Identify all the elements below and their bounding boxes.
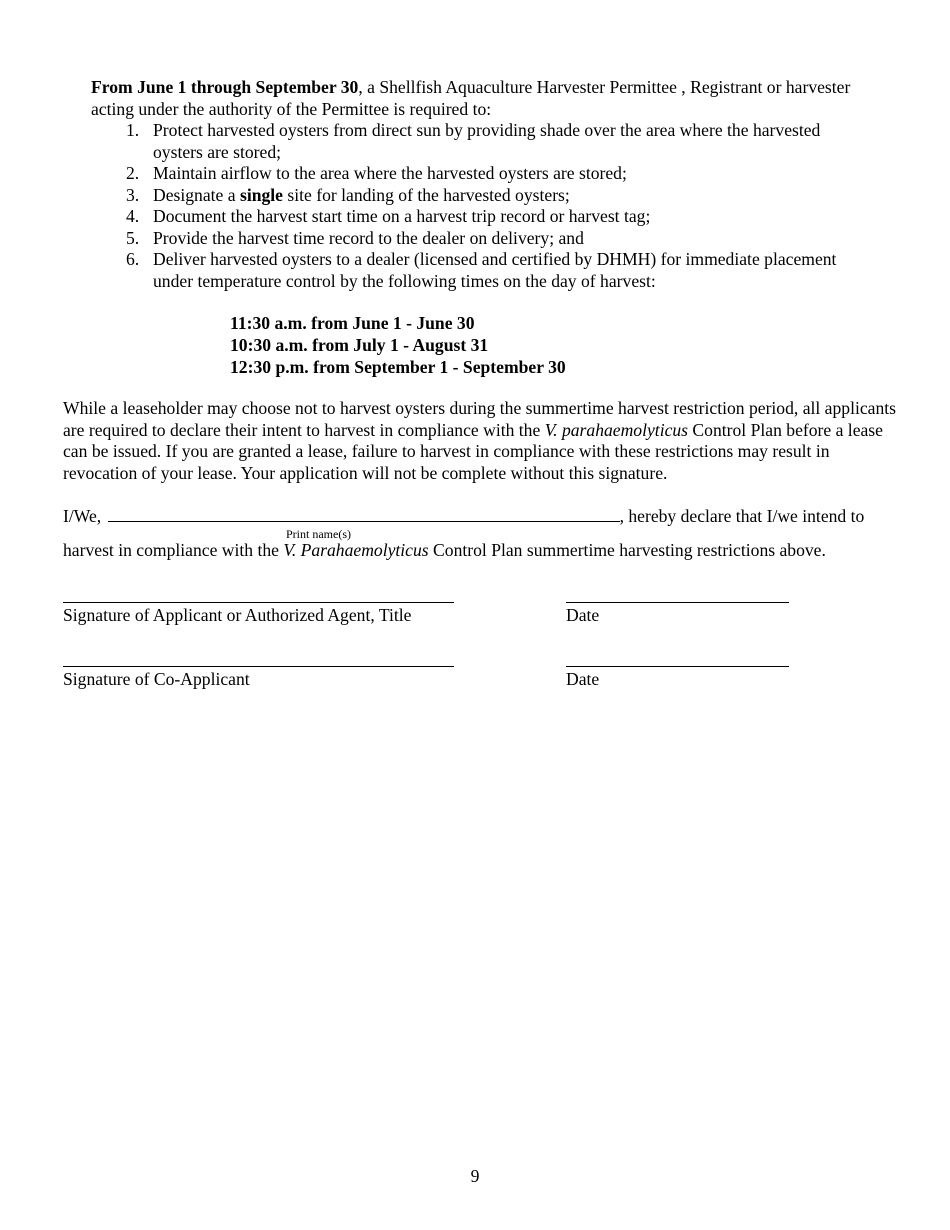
list-item — [91, 163, 851, 185]
list-item — [91, 185, 851, 207]
iwe-prefix: I/We, — [63, 506, 102, 526]
co-applicant-date-line[interactable] — [566, 666, 789, 667]
co-applicant-signature-line[interactable] — [63, 666, 454, 667]
intro-bold-lead: From June 1 through September 30 — [91, 77, 359, 97]
list-item-text: Deliver harvested oysters to a dealer (licensed and certified by DHMH) for immediate placement under temperature control by the following times on the day of harvest: — [153, 249, 837, 291]
print-name-label: Print name(s) — [286, 527, 351, 541]
intro-paragraph — [91, 77, 851, 120]
delivery-time-june: 11:30 a.m. from June 1 - June 30 — [230, 313, 475, 333]
page-number: 9 — [470, 1166, 480, 1186]
list-item — [91, 228, 851, 250]
co-applicant-signature-label: Signature of Co-Applicant — [63, 669, 250, 689]
list-item-text-bold: single — [239, 184, 283, 205]
list-item-text-post: site for landing of the harvested oysters; — [282, 184, 570, 205]
delivery-time-september: 12:30 p.m. from September 1 - September 30 — [230, 357, 566, 377]
requirements-list — [91, 120, 851, 292]
list-item-number: 3. — [126, 184, 140, 205]
list-item — [91, 120, 851, 163]
list-item — [91, 249, 851, 292]
intro-text: , a Shellfish Aquaculture Harvester Permittee , Registrant or harvester acting under the authority of the Permittee is required to: — [91, 77, 851, 119]
iwe-line — [63, 505, 883, 528]
print-name-field[interactable] — [108, 505, 620, 522]
applicant-signature-label: Signature of Applicant or Authorized Agent, Title — [63, 605, 412, 625]
list-item-number: 4. — [126, 206, 140, 226]
list-item-number: 5. — [126, 227, 140, 248]
applicant-date-label: Date — [566, 605, 600, 625]
declaration-text-post: Control Plan before a lease can be issued. If you are granted a lease, failure to harvest in compliance with these restrictions may result in revocation of your lease. Your application will not be complete without this signature. — [63, 419, 883, 483]
list-item-number: 6. — [126, 249, 140, 269]
list-item-number: 1. — [126, 120, 140, 140]
list-item-text: Maintain airflow to the area where the harvested oysters are stored; — [153, 163, 627, 183]
co-applicant-date-label: Date — [566, 669, 600, 689]
list-item-number: 2. — [126, 163, 140, 183]
list-item-text: Protect harvested oysters from direct sun by providing shade over the area where the harvested oysters are stored; — [153, 120, 821, 162]
declaration-text-italic: V. parahaemolyticus — [544, 419, 689, 440]
list-item — [91, 206, 851, 228]
declaration-text-pre: While a leaseholder may choose not to harvest oysters during the summertime harvest restriction period, all applicants are required to declare their intent to harvest in compliance with the — [63, 398, 897, 440]
list-item-text: Document the harvest start time on a harvest trip record or harvest tag; — [153, 206, 651, 226]
list-item-text: Provide the harvest time record to the dealer on delivery; and — [153, 227, 584, 248]
declaration-paragraph — [63, 398, 903, 484]
list-item-text-pre: Designate a — [153, 184, 240, 205]
iwe-suffix: , hereby declare that I/we intend to — [619, 506, 865, 526]
applicant-signature-line[interactable] — [63, 602, 454, 603]
applicant-date-line[interactable] — [566, 602, 789, 603]
delivery-time-july-august: 10:30 a.m. from July 1 - August 31 — [230, 335, 489, 355]
compliance-text-italic: V. Parahaemolyticus — [283, 540, 429, 560]
compliance-text-pre: harvest in compliance with the — [63, 540, 284, 560]
delivery-times — [230, 313, 566, 379]
compliance-line — [63, 540, 903, 562]
compliance-text-post: Control Plan summertime harvesting restrictions above. — [428, 540, 826, 560]
